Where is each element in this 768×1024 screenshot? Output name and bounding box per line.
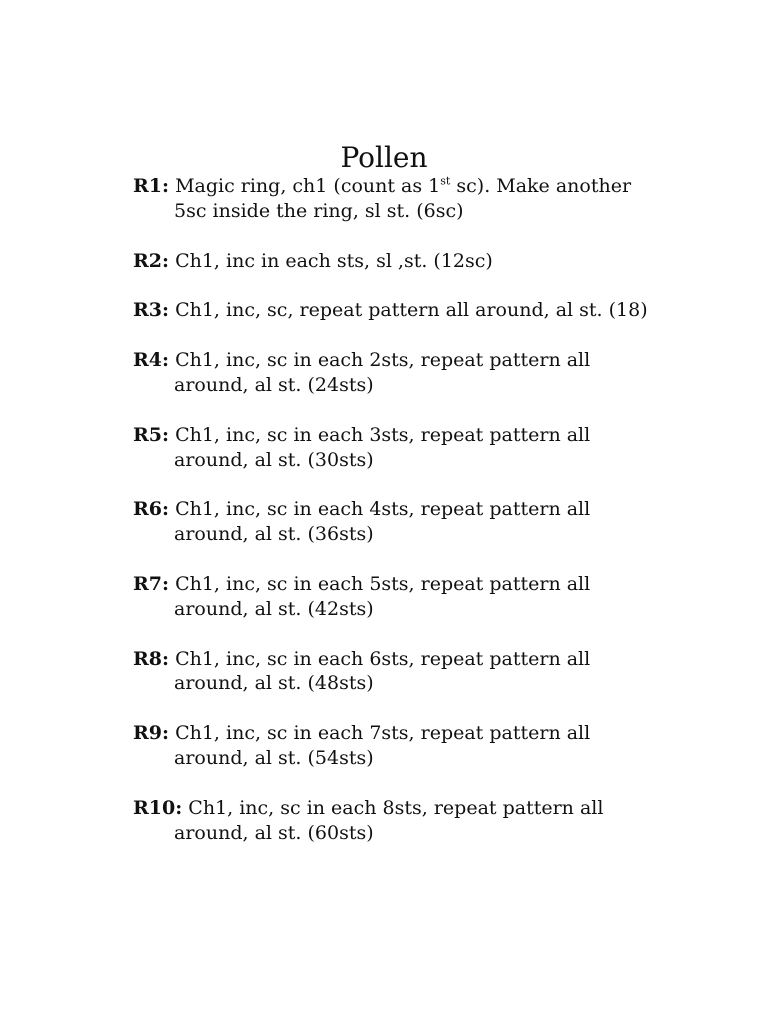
row-text: Ch1, inc, sc in each 3sts, repeat pattern all around, al st. (30sts) [169,423,591,471]
row-label: R10: [133,796,183,819]
row-text: Ch1, inc, sc in each 4sts, repeat pattern all around, al st. (36sts) [169,498,591,546]
row-label: R3: [133,299,170,322]
row-text: Ch1, inc, sc in each 2sts, repeat pattern all around, al st. (24sts) [169,349,591,396]
row-label: R6: [133,498,170,521]
pattern-row-r1 [133,174,653,224]
pattern-row-r2 [133,249,653,274]
pattern-row-r10 [133,796,653,846]
pattern-row-r3 [133,298,653,323]
row-label: R8: [133,647,170,670]
row-text: Ch1, inc, sc in each 6sts, repeat pattern all around, al st. (48sts) [169,647,591,695]
pattern-row-r5 [133,423,653,473]
row-label: R1: [133,175,170,197]
row-text-superscript: st [440,174,451,188]
row-text: Ch1, inc in each sts, sl ,st. (12sc) [169,249,493,272]
pattern-row-r7 [133,572,653,622]
row-label: R4: [133,349,170,372]
pattern-row-r6 [133,497,653,547]
row-text: Magic ring, ch1 (count as 1 [169,175,441,197]
row-label: R5: [133,423,170,446]
row-label: R9: [133,722,170,745]
row-text: Ch1, inc, sc in each 5sts, repeat pattern all around, al st. (42sts) [169,572,591,620]
row-label: R7: [133,572,170,595]
page-title: Pollen [340,140,428,174]
row-text: sc). Make another 5sc inside the ring, sl st. (6sc) [174,175,632,222]
pattern-row-r8 [133,647,653,697]
row-text: Ch1, inc, sc, repeat pattern all around, al st. (18) [169,299,648,322]
pattern-rows [133,174,653,845]
pattern-row-r9 [133,721,653,771]
row-text: Ch1, inc, sc in each 8sts, repeat pattern all around, al st. (60sts) [174,796,604,844]
row-text: Ch1, inc, sc in each 7sts, repeat pattern all around, al st. (54sts) [169,722,591,769]
row-label: R2: [133,249,170,272]
pattern-row-r4 [133,348,653,398]
